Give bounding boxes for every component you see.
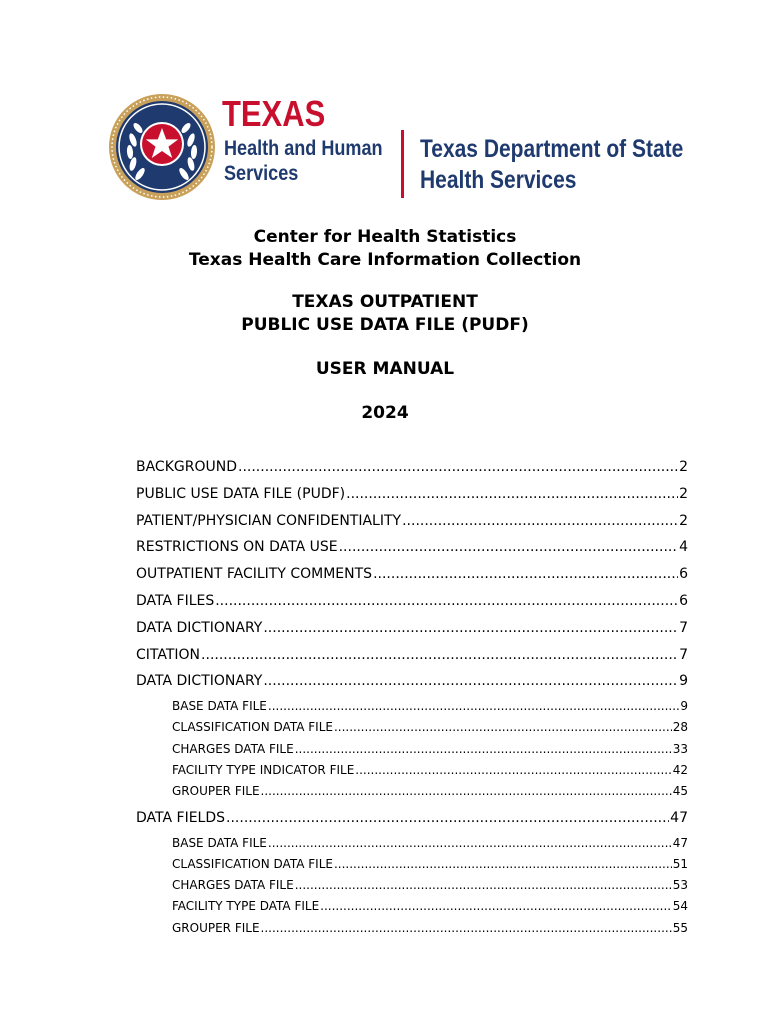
toc-leader [263,617,678,639]
toc-page: 2 [679,459,688,475]
toc-label: RESTRICTIONS ON DATA USE [136,539,338,556]
toc-leader [334,718,672,736]
toc-subentry[interactable] [136,718,688,739]
toc-page: 28 [672,720,688,735]
toc-entry[interactable] [136,807,688,834]
toc-page: 7 [679,619,688,636]
toc-label: GROUPER FILE [172,920,260,935]
toc-leader [320,897,672,915]
logo-divider [401,130,404,198]
table-of-contents [136,456,688,940]
toc-label: CLASSIFICATION DATA FILE [172,720,333,735]
toc-label: DATA DICTIONARY [136,619,263,636]
toc-entry[interactable] [136,617,688,644]
header-line2: Texas Health Care Information Collection [188,250,582,270]
toc-label: GROUPER FILE [172,783,260,798]
toc-entry[interactable] [136,670,688,697]
hhs-logo-line1: Health and Human [224,137,383,160]
toc-page: 7 [679,646,688,663]
header-organization [0,226,770,272]
year-heading: 2024 [361,403,409,423]
toc-leader [346,483,678,505]
toc-subentry[interactable] [136,761,688,782]
toc-subentry[interactable] [136,740,688,761]
toc-entry[interactable] [136,563,688,590]
texas-seal-icon [108,92,216,202]
toc-label: PATIENT/PHYSICIAN CONFIDENTIALITY [136,512,402,529]
hhs-logo-title: TEXAS [222,93,326,134]
toc-page: 45 [672,783,688,798]
manual-heading: USER MANUAL [315,359,455,379]
toc-leader [402,510,678,532]
toc-page: 54 [672,899,688,914]
toc-page: 47 [672,835,688,850]
toc-leader [226,807,669,829]
toc-leader [261,919,672,937]
toc-label: FACILITY TYPE DATA FILE [172,899,320,914]
toc-label: DATA FILES [136,592,215,609]
toc-leader [268,834,672,852]
toc-entry[interactable] [136,644,688,671]
toc-label: CLASSIFICATION DATA FILE [172,857,333,872]
toc-leader [373,563,678,585]
toc-page: 9 [679,673,688,690]
logo-banner [108,92,684,204]
toc-label: PUBLIC USE DATA FILE (PUDF) [136,485,346,502]
toc-label: DATA FIELDS [136,810,226,827]
toc-leader [355,761,671,779]
toc-subentry[interactable] [136,919,688,940]
toc-page: 6 [679,592,688,609]
toc-page: 4 [679,539,688,556]
toc-page: 47 [670,810,688,827]
toc-entry[interactable] [136,590,688,617]
hhs-logo-line2: Services [224,162,299,185]
toc-leader [261,782,672,800]
hhs-logo-subtitle [224,136,383,186]
toc-entry[interactable] [136,536,688,563]
toc-label: BASE DATA FILE [172,835,267,850]
toc-leader [295,740,672,758]
toc-subentry[interactable] [136,782,688,803]
toc-label: CITATION [136,646,201,663]
toc-page: 51 [672,857,688,872]
toc-leader [215,590,678,612]
toc-page: 55 [672,920,688,935]
toc-label: DATA DICTIONARY [136,673,263,690]
toc-page: 42 [672,762,688,777]
toc-page: 2 [679,512,688,529]
toc-entry[interactable] [136,483,688,510]
toc-leader [201,644,678,666]
toc-subentry[interactable] [136,855,688,876]
document-title [0,291,770,337]
dshs-logo-line2: Health Services [420,166,577,194]
toc-leader [334,855,672,873]
toc-label: BACKGROUND [136,459,237,475]
toc-entry[interactable] [136,510,688,537]
toc-page: 2 [679,485,688,502]
header-line1: Center for Health Statistics [253,227,517,247]
toc-leader [339,536,678,558]
toc-leader [268,697,679,715]
toc-leader [295,876,672,894]
toc-label: CHARGES DATA FILE [172,741,294,756]
toc-label: OUTPATIENT FACILITY COMMENTS [136,566,373,583]
title-line2: PUBLIC USE DATA FILE (PUDF) [241,315,529,335]
toc-label: CHARGES DATA FILE [172,878,294,893]
dshs-logo-text [420,134,683,196]
toc-subentry[interactable] [136,876,688,897]
toc-subentry[interactable] [136,897,688,918]
toc-entry[interactable] [136,456,688,483]
toc-subentry[interactable] [136,697,688,718]
title-line1: TEXAS OUTPATIENT [292,292,478,312]
toc-subentry[interactable] [136,834,688,855]
toc-leader [263,670,678,692]
toc-page: 9 [680,699,688,714]
toc-label: FACILITY TYPE INDICATOR FILE [172,762,355,777]
toc-page: 33 [672,741,688,756]
dshs-logo-line1: Texas Department of State [420,135,684,163]
toc-page: 6 [679,566,688,583]
toc-label: BASE DATA FILE [172,699,267,714]
toc-page: 53 [672,878,688,893]
toc-leader [238,456,678,478]
